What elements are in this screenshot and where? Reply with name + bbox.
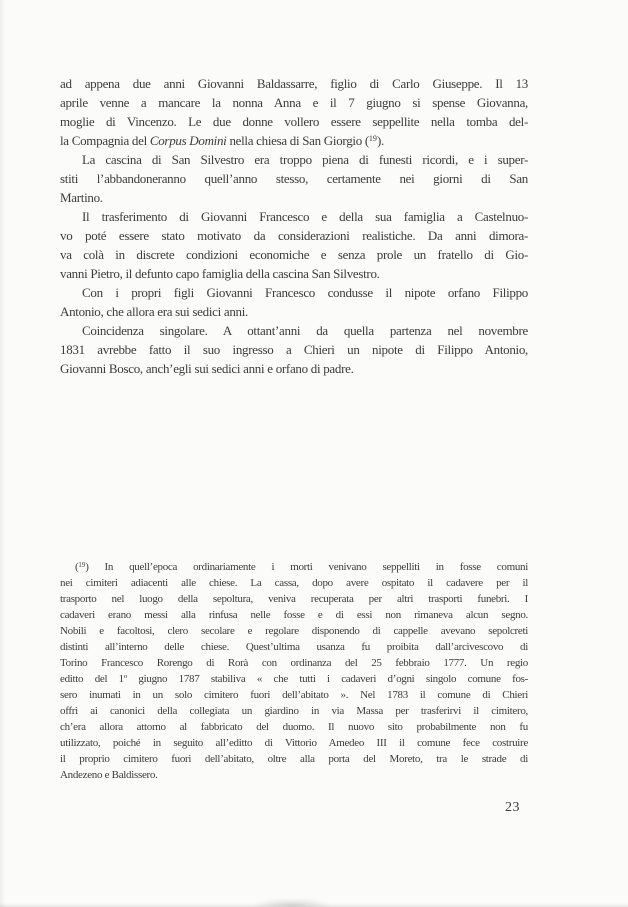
text-line: Con i propri figli Giovanni Francesco condusse il nipote orfano Filippo <box>82 285 528 300</box>
paragraph-4 <box>60 283 528 321</box>
main-text-block <box>60 74 528 378</box>
footnote-line: editto del 1º giugno 1787 stabiliva « che tutti i cadaveri d’ogni singolo comune fos- <box>60 673 528 685</box>
text-line: Il trasferimento di Giovanni Francesco e della sua famiglia a Castelnuo- <box>82 209 528 224</box>
text-segment: la Compagnia del <box>60 133 150 148</box>
footnote-line: Andezeno e Baldissero. <box>60 769 158 781</box>
footnote-line: distinti all’interno delle chiese. Quest’ultima usanza fu proibita dall’arcivescovo di <box>60 641 528 653</box>
paragraph-3 <box>60 207 528 283</box>
footnote-line: nei cimiteri adiacenti alle chiese. La cassa, dopo avere ospitato il cadavere per il <box>60 577 528 589</box>
text-segment: ). <box>376 133 384 148</box>
text-line <box>60 131 528 150</box>
footnote-line: Torino Francesco Rorengo di Rorà con ordinanza del 25 febbraio 1777. Un regio <box>60 657 528 669</box>
footnote-reference-19: 19 <box>368 134 377 144</box>
page-number: 23 <box>505 800 520 815</box>
text-line: 1831 avrebbe fatto il suo ingresso a Chieri un nipote di Filippo Antonio, <box>60 342 528 357</box>
text-line: Antonio, che allora era sui sedici anni. <box>60 304 248 319</box>
paragraph-1 <box>60 74 528 150</box>
text-line: Coincidenza singolare. A ottant’anni da quella partenza nel novembre <box>82 323 528 338</box>
paragraph-5 <box>60 321 528 378</box>
text-line: moglie di Vincenzo. Le due donne vollero essere seppellite nella tomba del- <box>60 114 528 129</box>
text-line: ad appena due anni Giovanni Baldassarre, figlio di Carlo Giuseppe. Il 13 <box>60 76 528 91</box>
text-line: Giovanni Bosco, anch’egli sui sedici anni e orfano di padre. <box>60 361 354 376</box>
footnote-19-block <box>60 559 528 783</box>
footnote-line <box>60 559 528 575</box>
scan-artifact-left-edge <box>0 0 6 907</box>
footnote-line: trasporto nel luogo della sepoltura, veniva recuperata per altri trasporti funebri. I <box>60 593 528 605</box>
text-line: aprile venne a mancare la nonna Anna e il 7 giugno si spense Giovanna, <box>60 95 528 110</box>
paragraph-2 <box>60 150 528 207</box>
corpus-domini-italic: Corpus Domini <box>149 133 227 148</box>
text-line: stiti l’abbandoneranno quell’anno stesso, certamente nei giorni di San <box>60 171 528 186</box>
footnote-line: sero inumati in un solo cimitero fuori dell’abitato ». Nel 1783 il comune di Chieri <box>60 689 528 701</box>
text-line: vo poté essere stato motivato da considerazioni realistiche. Da anni dimora- <box>60 228 528 243</box>
text-segment: ( <box>75 561 79 573</box>
footnote-marker-19: 19 <box>78 561 86 569</box>
footnote-line: ch’era allora attorno al fabbricato del duomo. Il nuovo sito probabilmente non fu <box>60 721 528 733</box>
scan-artifact-bottom-edge <box>0 903 628 907</box>
footnote-line: cadaveri erano messi alla rinfusa nelle fosse e di essi non rimaneva alcun segno. <box>60 609 528 621</box>
text-line: vanni Pietro, il defunto capo famiglia della cascina San Silvestro. <box>60 266 380 281</box>
footnote-line: Nobili e facoltosi, clero secolare e regolare disponendo di cappelle avevano sepolcreti <box>60 625 528 637</box>
text-segment: nella chiesa di San Giorgio ( <box>226 133 369 148</box>
footnote-line: offrì ai canonici della collegiata un giardino in via Massa per trasferirvi il cimitero, <box>60 705 528 717</box>
text-line: La cascina di San Silvestro era troppo piena di funesti ricordi, e i super- <box>82 152 528 167</box>
footnote-line: utilizzato, poiché in seguito all’editto di Vittorio Amedeo III il comune fece costruire <box>60 737 528 749</box>
scan-artifact-smudge <box>252 898 332 907</box>
text-segment: ) In quell’epoca ordinariamente i morti venivano seppelliti in fosse comuni <box>85 561 528 573</box>
footnote-line: il proprio cimitero fuori dell’abitato, oltre alla porta del Moreto, tra le strade di <box>60 753 528 765</box>
text-line: va colà in discrete condizioni economiche e senza prole un fratello di Gio- <box>60 247 528 262</box>
text-line: Martino. <box>60 190 103 205</box>
